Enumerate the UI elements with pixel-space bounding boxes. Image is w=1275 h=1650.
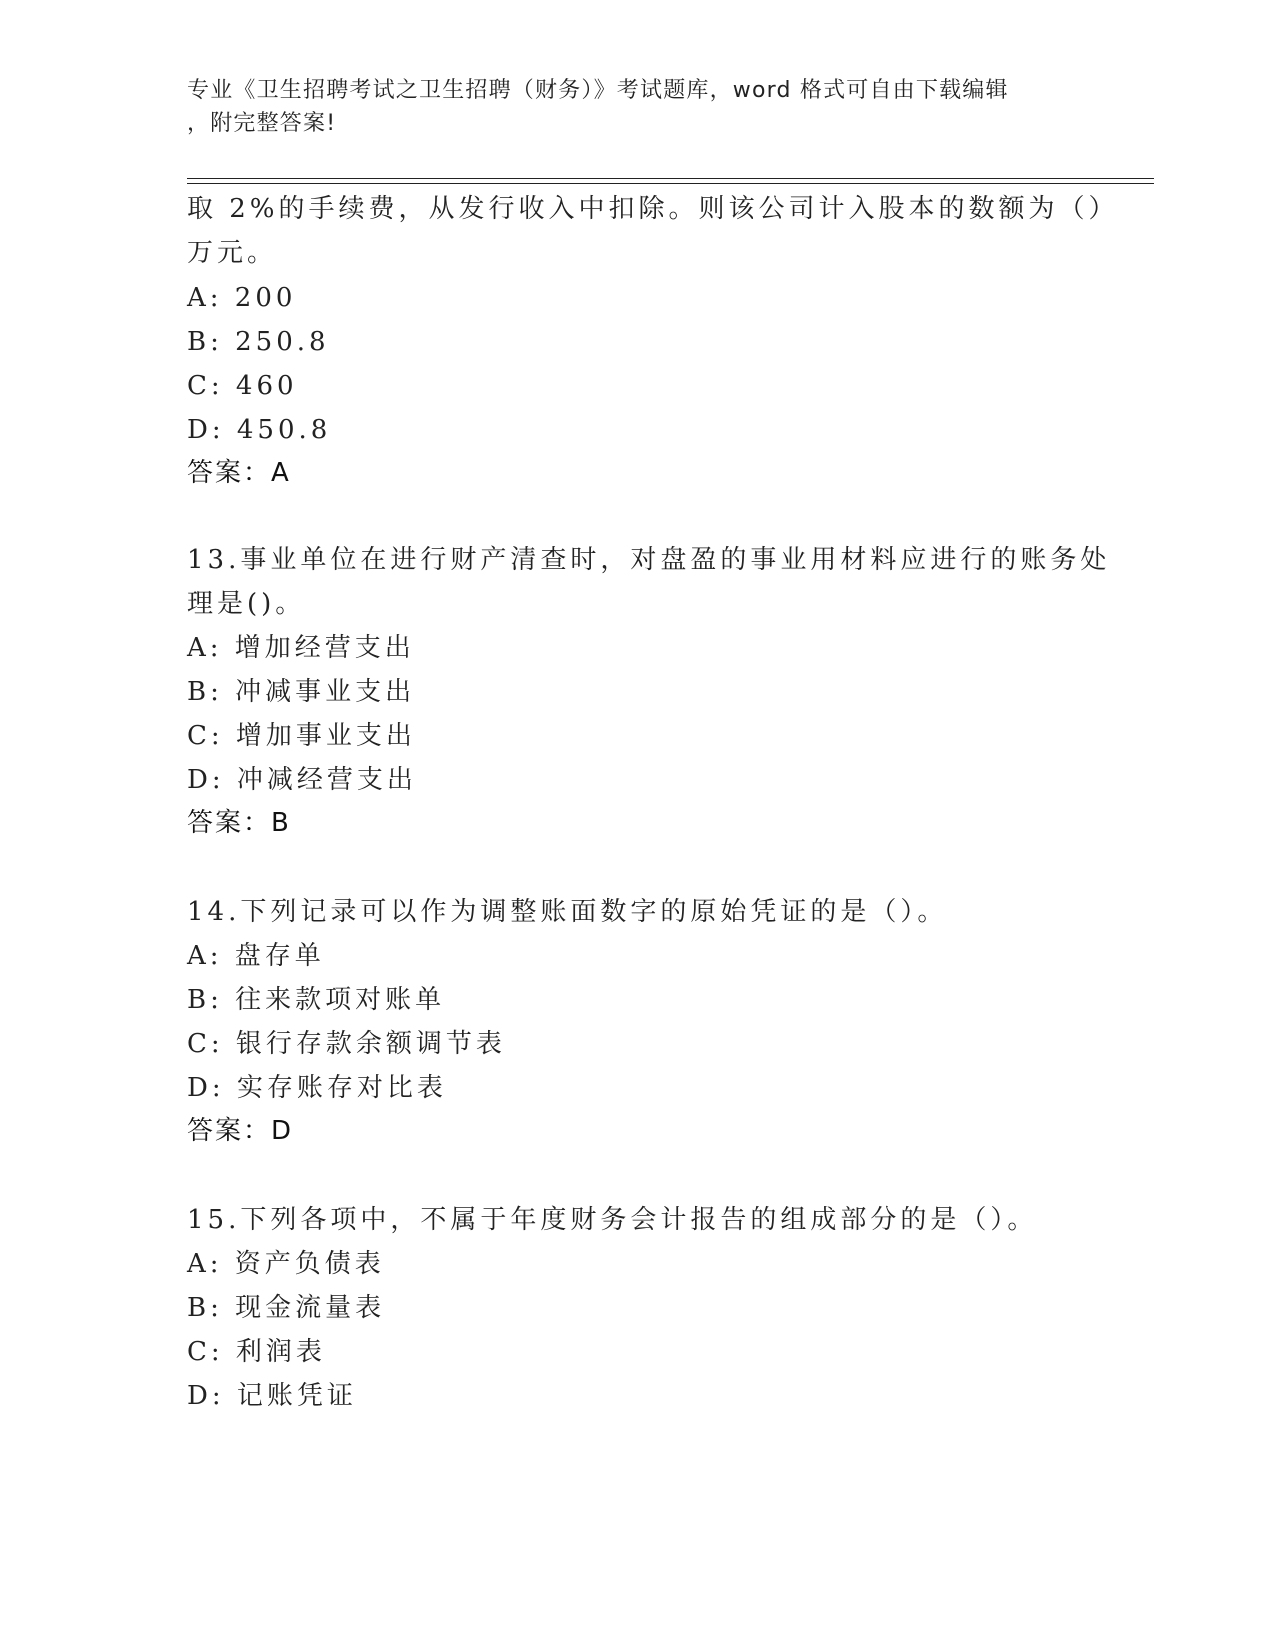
- option-b: B: 250.8: [187, 327, 330, 357]
- header-line-2: ，附完整答案!: [187, 111, 337, 136]
- option-c: C: 增加事业支出: [187, 721, 416, 751]
- question-text-line: 理是()。: [187, 589, 306, 619]
- header-line-1: 专业《卫生招聘考试之卫生招聘（财务）》考试题库，word 格式可自由下载编辑: [187, 78, 1009, 103]
- option-c: C: 银行存款余额调节表: [187, 1029, 506, 1059]
- option-d: D: 实存账存对比表: [187, 1073, 447, 1103]
- option-a: A: 资产负债表: [187, 1249, 385, 1279]
- option-c: C: 利润表: [187, 1337, 326, 1367]
- option-c: C: 460: [187, 371, 298, 401]
- option-b: B: 往来款项对账单: [187, 985, 446, 1015]
- option-d: D: 450.8: [187, 415, 332, 445]
- option-a: A: 200: [187, 283, 297, 313]
- question-text-line: 14.下列记录可以作为调整账面数字的原始凭证的是（）。: [187, 897, 948, 927]
- option-a: A: 盘存单: [187, 941, 325, 971]
- document-header: [187, 74, 1087, 140]
- question-text-line: 15.下列各项中，不属于年度财务会计报告的组成部分的是（）。: [187, 1205, 1038, 1235]
- question-text-line: 取 2%的手续费，从发行收入中扣除。则该公司计入股本的数额为（）: [187, 194, 1119, 224]
- answer-line: 答案：D: [187, 1116, 294, 1146]
- option-b: B: 冲减事业支出: [187, 677, 416, 707]
- header-rule-top: [187, 178, 1154, 179]
- question-text-line: 13.事业单位在进行财产清查时，对盘盈的事业用材料应进行的账务处: [187, 545, 1111, 575]
- option-b: B: 现金流量表: [187, 1293, 386, 1323]
- option-d: D: 冲减经营支出: [187, 765, 417, 795]
- answer-line: 答案：B: [187, 808, 291, 838]
- header-rule-bottom: [187, 183, 1154, 184]
- question-text-line: 万元。: [187, 238, 278, 268]
- option-a: A: 增加经营支出: [187, 633, 415, 663]
- answer-line: 答案：A: [187, 458, 291, 488]
- option-d: D: 记账凭证: [187, 1381, 357, 1411]
